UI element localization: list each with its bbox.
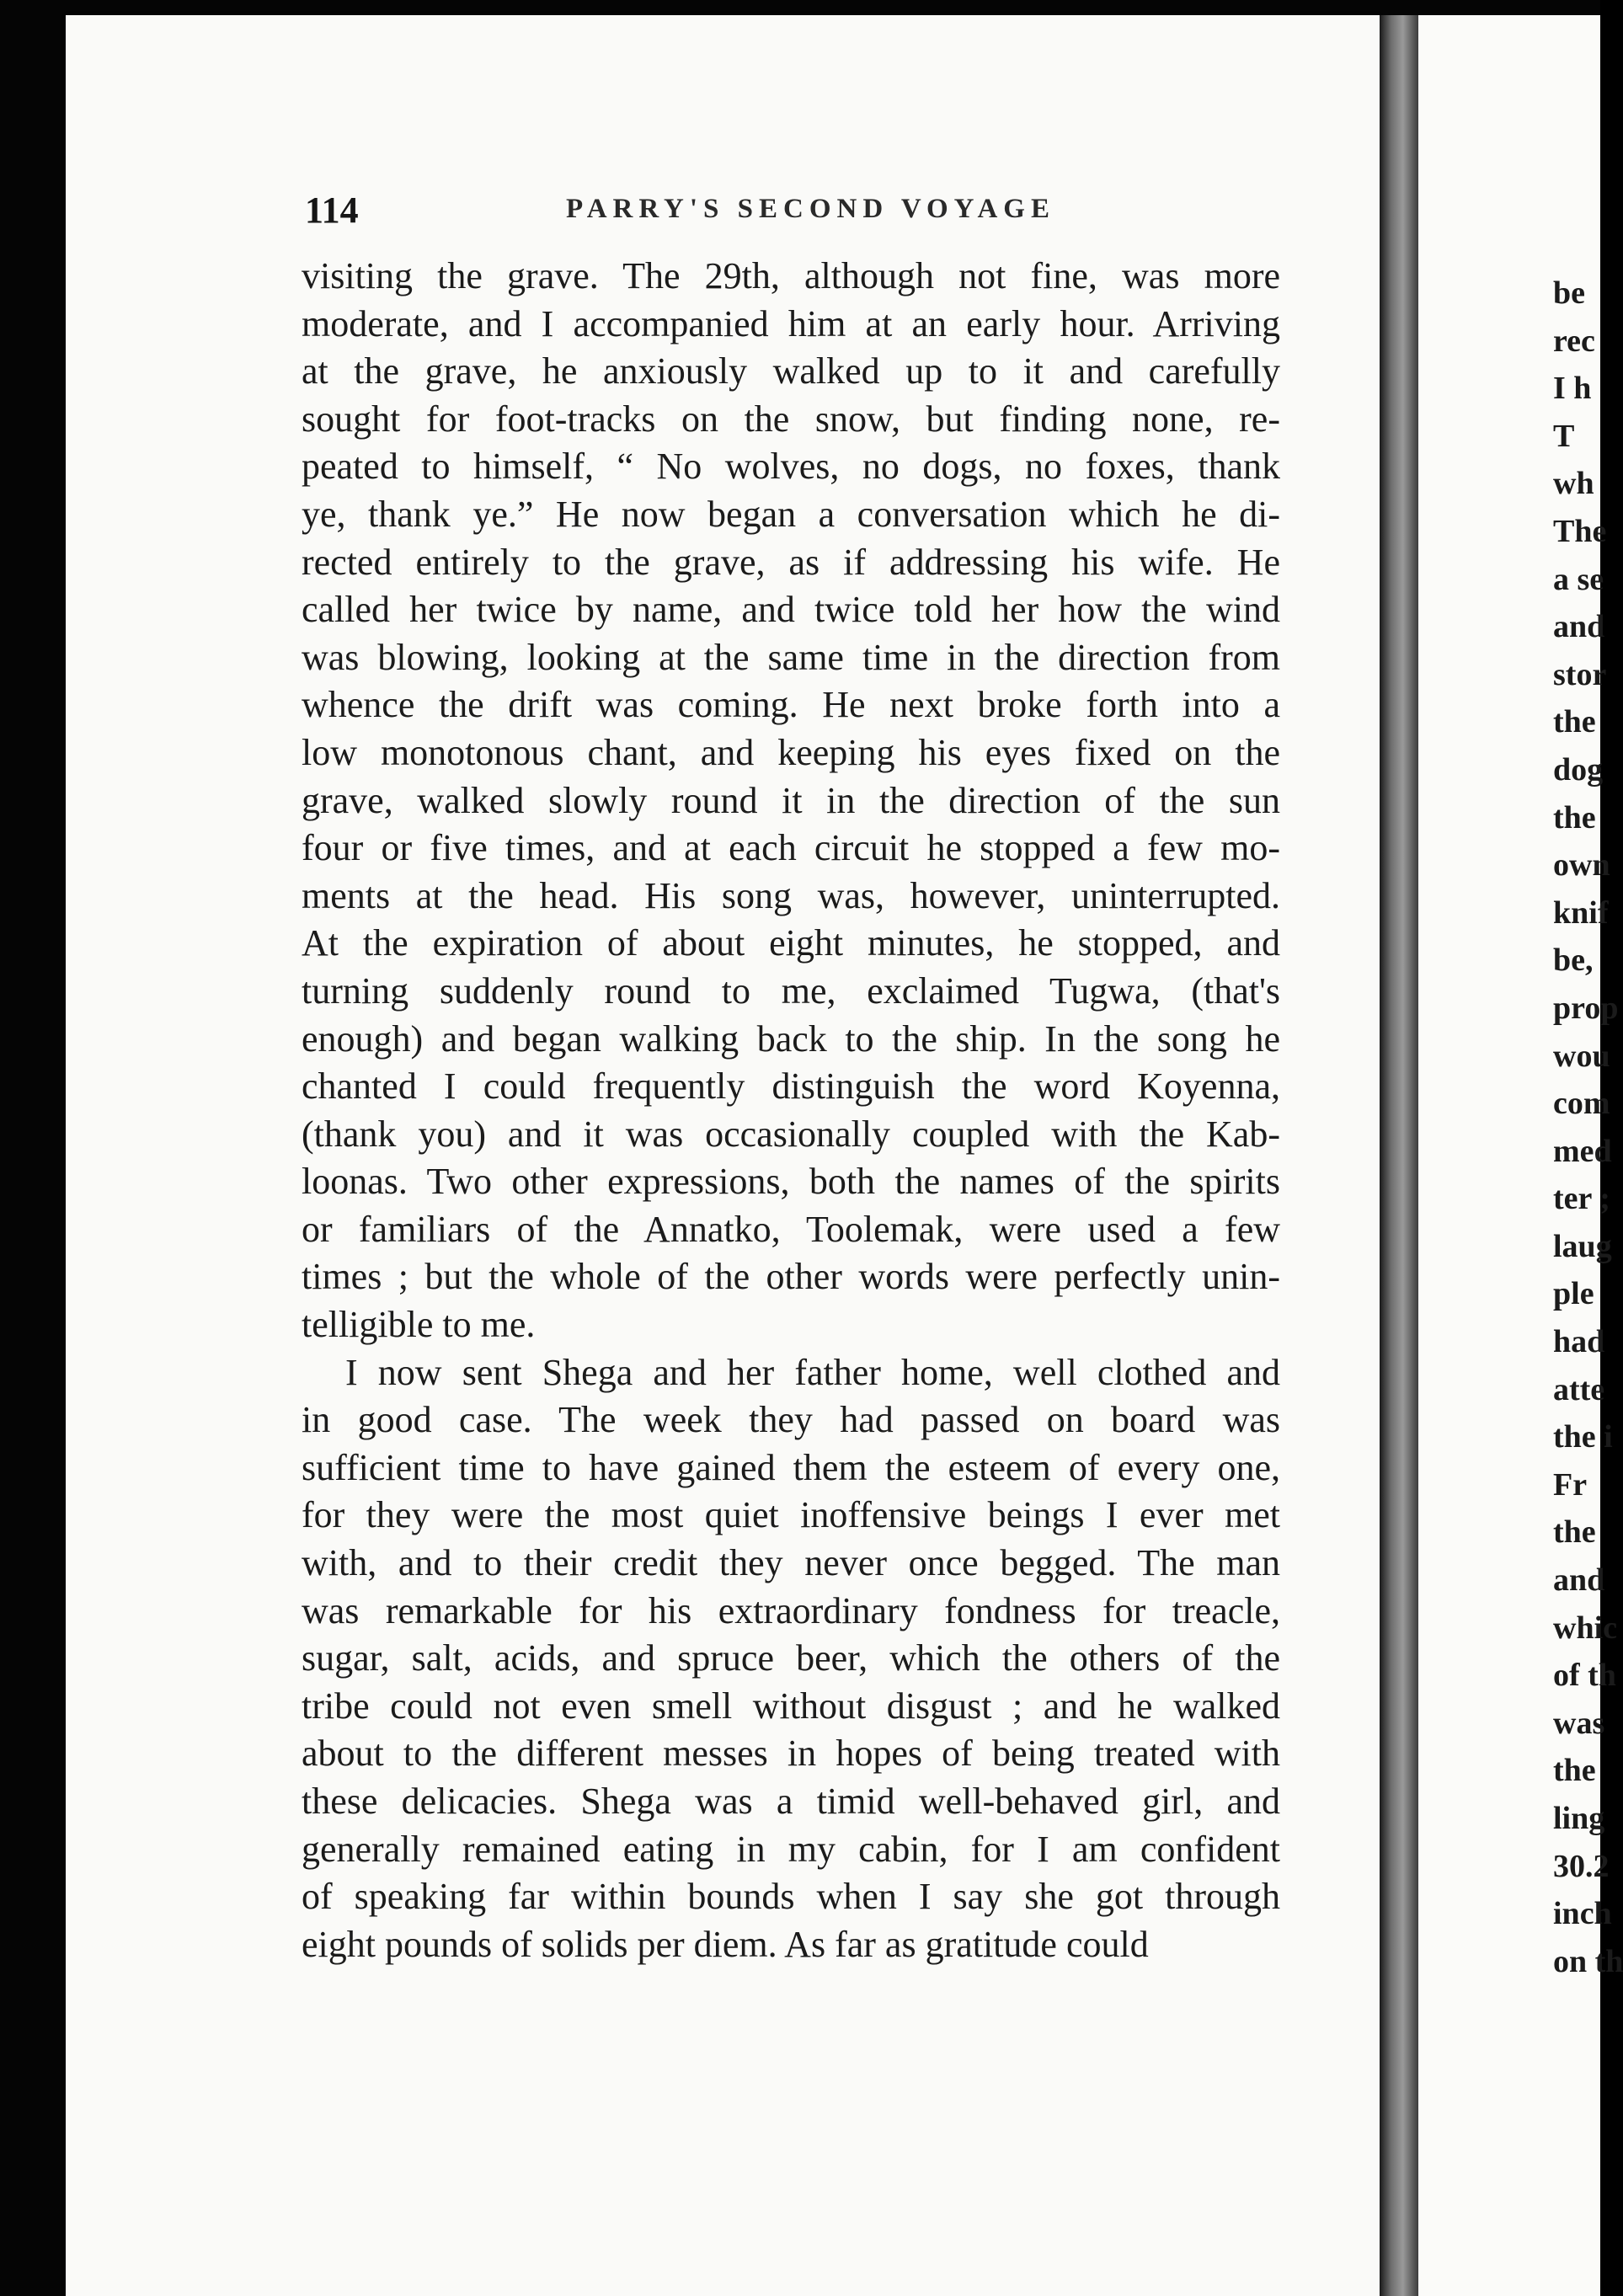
right-page-fragment: T (1553, 418, 1575, 454)
text-line: tribe could not even smell without disgust ; and he walked (302, 1685, 1280, 1727)
body-text (302, 253, 1280, 1968)
running-title: PARRY'S SECOND VOYAGE (566, 194, 1055, 224)
text-line: four or five times, and at each circuit he stopped a few mo- (302, 827, 1280, 869)
text-line: ye, thank ye.” He now began a conversation which he di- (302, 493, 1280, 535)
text-line: in good case. The week they had passed on board was (302, 1399, 1280, 1441)
text-line: about to the different messes in hopes of being treated with (302, 1733, 1280, 1775)
text-line: sufficient time to have gained them the esteem of every one, (302, 1446, 1280, 1488)
right-page-fragment: 30.2 (1553, 1848, 1610, 1884)
right-page-fragment: stor (1553, 656, 1607, 692)
right-page-text-fragments (1553, 270, 1623, 1985)
right-page-fragment: inch (1553, 1896, 1612, 1932)
right-page-fragment: whic (1553, 1610, 1617, 1646)
right-page-fragment: laug (1553, 1228, 1612, 1264)
text-line: generally remained eating in my cabin, for I am confident (302, 1828, 1280, 1870)
right-page-fragment: be, (1553, 942, 1594, 979)
right-page-fragment: the i (1553, 1419, 1613, 1455)
text-line: eight pounds of solids per diem. As far as gratitude could (302, 1923, 1149, 1965)
right-page-fragment: rec (1553, 323, 1595, 359)
text-line: times ; but the whole of the other words were perfectly unin- (302, 1256, 1280, 1298)
text-line: called her twice by name, and twice told her how the wind (302, 589, 1280, 631)
text-line: I now sent Shega and her father home, well clothed and (345, 1351, 1280, 1393)
text-line: or familiars of the Annatko, Toolemak, were used a few (302, 1208, 1280, 1250)
right-page-fragment: atte (1553, 1371, 1605, 1407)
text-line: was blowing, looking at the same time in the direction from (302, 636, 1280, 678)
text-line: peated to himself, “ No wolves, no dogs, no foxes, thank (302, 446, 1280, 488)
right-page-fragment: was (1553, 1705, 1605, 1741)
right-page-fragment: be (1553, 275, 1585, 311)
text-line: moderate, and I accompanied him at an early hour. Arriving (302, 302, 1280, 344)
text-line: chanted I could frequently distinguish the word Koyenna, (302, 1065, 1280, 1108)
text-line: rected entirely to the grave, as if addressing his wife. He (302, 541, 1280, 583)
text-line: sought for foot-tracks on the snow, but finding none, re- (302, 398, 1280, 440)
right-page-fragment: and (1553, 1562, 1605, 1599)
text-line: sugar, salt, acids, and spruce beer, which the others of the (302, 1637, 1280, 1679)
text-line: whence the drift was coming. He next broke forth into a (302, 684, 1280, 726)
right-page-fragment: knif (1553, 894, 1609, 931)
right-page-fragment: ling (1553, 1801, 1605, 1836)
text-line: enough) and began walking back to the ship. In the song he (302, 1017, 1280, 1060)
text-line: ments at the head. His song was, however, uninterrupted. (302, 874, 1280, 916)
right-page-fragment: dog (1553, 751, 1604, 788)
text-line: turning suddenly round to me, exclaimed Tugwa, (that's (302, 969, 1280, 1012)
running-head (305, 189, 1273, 239)
text-line: low monotonous chant, and keeping his eyes fixed on the (302, 731, 1280, 773)
right-page-fragment: wh (1553, 466, 1594, 502)
right-page-fragment: ple (1553, 1276, 1594, 1312)
right-page-fragment: had (1553, 1324, 1605, 1360)
right-page-fragment: ter ; (1553, 1181, 1610, 1217)
text-line: telligible to me. (302, 1304, 536, 1346)
text-line: At the expiration of about eight minutes, he stopped, and (302, 922, 1280, 964)
text-line: visiting the grave. The 29th, although not fine, was more (302, 255, 1280, 296)
text-line: (thank you) and it was occasionally coupled with the Kab- (302, 1113, 1280, 1155)
text-line: grave, walked slowly round it in the direction of the sun (302, 779, 1280, 821)
right-page-fragment: the (1553, 704, 1596, 740)
page-number: 114 (305, 190, 359, 231)
right-page-fragment: Fr (1553, 1466, 1588, 1503)
right-page-fragment: the (1553, 799, 1596, 836)
right-page-fragment: I h (1553, 371, 1592, 407)
right-page-fragment: prop (1553, 990, 1619, 1026)
text-line: for they were the most quiet inoffensive beings I ever met (302, 1494, 1280, 1536)
text-line: at the grave, he anxiously walked up to it and carefully (302, 350, 1280, 392)
text-line: loonas. Two other expressions, both the names of the spirits (302, 1161, 1280, 1203)
right-page-fragment: and (1553, 609, 1605, 645)
right-page-fragment: own (1553, 847, 1610, 884)
right-page-fragment: the (1553, 1514, 1596, 1551)
right-page-fragment: a se (1553, 561, 1604, 597)
text-line: of speaking far within bounds when I say she got through (302, 1876, 1280, 1918)
book-gutter (1380, 15, 1418, 2296)
right-page-fragment: of th (1553, 1658, 1616, 1694)
right-page-fragment: The (1553, 513, 1607, 549)
text-line: was remarkable for his extraordinary fondness for treacle, (302, 1589, 1280, 1631)
right-page-fragment: on th (1553, 1943, 1623, 1979)
right-page-fragment: the (1553, 1753, 1596, 1789)
right-page-fragment: com (1553, 1086, 1610, 1122)
text-line: these delicacies. Shega was a timid well-behaved girl, and (302, 1781, 1280, 1822)
right-page-fragment: wou (1553, 1038, 1610, 1074)
right-page-fragment: med (1553, 1133, 1612, 1169)
text-line: with, and to their credit they never once begged. The man (302, 1542, 1280, 1584)
